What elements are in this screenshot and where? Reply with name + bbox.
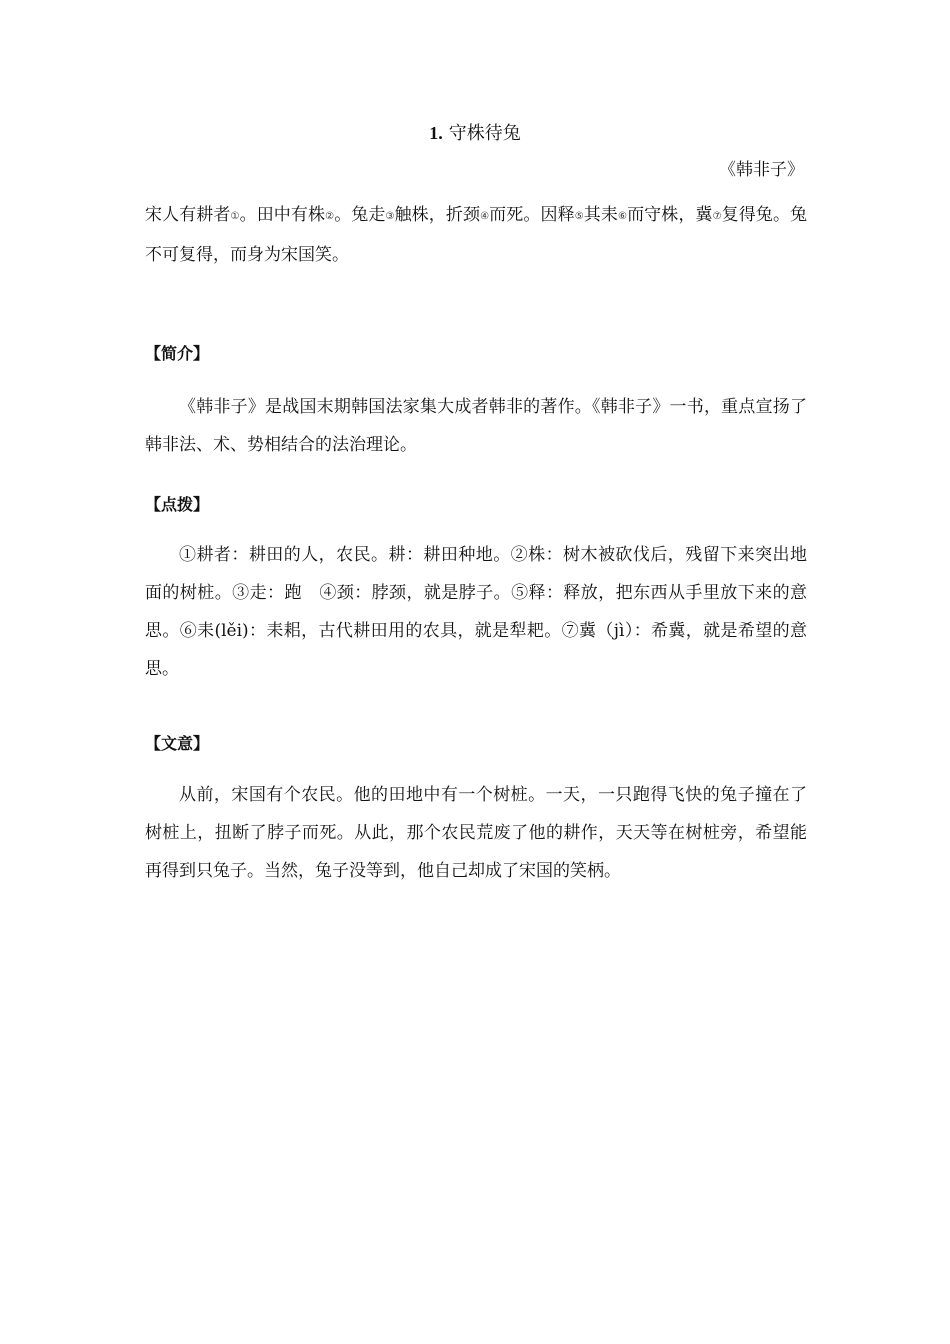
note-marker: ① — [230, 211, 240, 222]
intro-heading: 【简介】 — [145, 344, 210, 363]
note-marker: ⑥ — [617, 211, 628, 222]
notes-heading: 【点拨】 — [145, 495, 210, 514]
original-text — [145, 196, 807, 274]
source-author: 《韩非子》 — [719, 160, 804, 180]
note-marker: ④ — [480, 211, 490, 222]
notes-text: ①耕者：耕田的人，农民。耕：耕田种地。②株：树木被砍伐后，残留下来突出地面的树桩。③走：跑 ④颈：脖颈，就是脖子。⑤释：释放，把东西从手里放下来的意思。⑥耒(lěi)：耒耜，古代耕田用的农具，就是犁耙。⑦冀（jì）：希冀，就是希望的意思。 — [145, 545, 807, 679]
original-segment: 而死。因释 — [489, 205, 575, 225]
original-segment: 而守株，冀 — [627, 205, 713, 225]
title-text: 守株待兔 — [448, 123, 521, 144]
meaning-text: 从前，宋国有个农民。他的田地中有一个树桩。一天，一只跑得飞快的兔子撞在了树桩上，扭断了脖子而死。从此，那个农民荒废了他的耕作，天天等在树桩旁，希望能再得到只兔子。当然，兔子没等到，他自己却成了宋国的笑柄。 — [145, 785, 807, 881]
original-segment: 触株，折颈 — [394, 205, 481, 225]
original-segment: 。田中有株 — [239, 205, 326, 225]
note-marker: ⑦ — [712, 211, 722, 222]
note-marker: ③ — [385, 211, 395, 222]
story-title — [0, 120, 950, 147]
meaning-heading: 【文意】 — [145, 734, 210, 753]
note-marker: ⑤ — [574, 211, 584, 222]
note-marker: ② — [325, 211, 335, 222]
title-number: 1. — [429, 123, 443, 143]
original-segment: 其耒 — [583, 205, 618, 225]
original-segment: 复得兔。兔不可复得，而身为宋国笑。 — [145, 205, 808, 265]
intro-text: 《韩非子》是战国末期韩国法家集大成者韩非的著作。《韩非子》一书，重点宣扬了韩非法、术、势相结合的法治理论。 — [145, 397, 807, 455]
original-segment: 。兔走 — [334, 205, 386, 225]
original-segment: 宋人有耕者 — [145, 205, 231, 225]
